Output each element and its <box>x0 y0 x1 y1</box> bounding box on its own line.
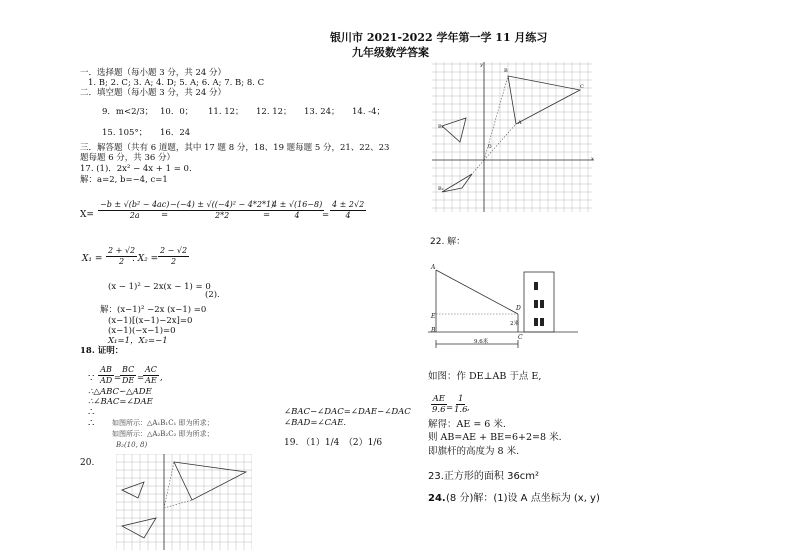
p18-frac-2-num: BC <box>122 365 135 374</box>
p17-2-step4: X₁=1，X₂=−1 <box>108 336 168 346</box>
p22-ratio-comma: , <box>467 403 470 413</box>
x-label: X= <box>80 210 94 220</box>
roots-x1-num: 2 + √2 <box>108 246 136 255</box>
p21-point-b2: B₂ <box>438 186 444 192</box>
p18-equals-2: = <box>137 373 145 383</box>
p22-ratio-1-den: 9.6 <box>432 405 446 415</box>
p22-line1: 如图：作 DE⊥AB 于点 E, <box>428 371 542 382</box>
section1-heading: 一．选择题（每小题 3 分，共 24 分） <box>80 68 227 78</box>
p22-fig-label-width: 9.6米 <box>474 339 489 345</box>
p21-point-b1: B₁ <box>438 124 444 130</box>
section2-heading: 二．填空题（每小题 3 分，共 24 分） <box>80 88 227 98</box>
p18-frac-1-den: AD <box>100 376 113 385</box>
p17-2-step2: (x−1)[(x−1)−2x]=0 <box>108 316 193 326</box>
p18-frac-1 <box>98 365 114 386</box>
roots-x2-den: 2 <box>170 257 177 266</box>
x-frac-4 <box>330 200 366 221</box>
p22-sight-line <box>436 270 518 314</box>
p18-line2: ∴△ABC∽△ADE <box>88 387 152 397</box>
p20-triangle-a1b1c1 <box>122 482 144 498</box>
p18-frac-3-num: AC <box>145 365 157 374</box>
roots-x2-label: . X₂ = <box>132 254 159 264</box>
p18-note-3: B₂(10, 8) <box>116 441 148 449</box>
fill-9: 9．m<2/3； <box>102 107 154 117</box>
p22-fig-label-e: E <box>431 313 436 320</box>
x-frac-3-den: 4 <box>294 211 300 220</box>
fill-13: 13. 24； <box>304 107 340 117</box>
x-frac-3-num: 4 ± √(16−8) <box>272 200 323 209</box>
p17-equation: 17. (1)．2x² − 4x + 1 = 0. <box>80 164 192 174</box>
page-subtitle: 九年级数学答案 <box>352 46 429 59</box>
equals-sign-2: = <box>263 210 271 220</box>
p22-ratio-2-den: 1.6 <box>454 405 468 415</box>
x-frac-2-den: 2*2 <box>214 211 230 220</box>
p18-frac-3 <box>143 365 159 386</box>
fill-14: 14. -4； <box>352 107 385 117</box>
p21-point-a: A <box>518 120 522 126</box>
p24-text: (8 分)解：(1)设 A 点坐标为 (x, y) <box>446 493 600 504</box>
p18-right-1: ∠BAC−∠DAC=∠DAE−∠DAC <box>284 407 411 417</box>
x-frac-4-den: 4 <box>345 211 351 220</box>
p22-line4: 则 AB=AE + BE=6+2=8 米. <box>428 432 562 443</box>
p21-origin-label: O <box>488 145 492 150</box>
section3-heading-2: 题每题 6 分，共 36 分） <box>80 153 176 163</box>
p22-ratio-2-num: 1 <box>458 394 464 404</box>
p17-2-equation: (x − 1)² − 2x(x − 1) = 0 <box>108 282 211 292</box>
p21-triangle-a2b2c2 <box>442 174 472 192</box>
p18-frac-1-num: AB <box>100 365 112 374</box>
p22-fig-label-c: C <box>518 334 523 341</box>
p22-window-5 <box>540 318 544 326</box>
therefore-symbol-1: ∵ <box>88 373 95 384</box>
therefore-symbol-2: ∴ <box>88 407 95 418</box>
p20-triangle-abc <box>174 462 246 500</box>
x-frac-1-num: −b ± √(b² − 4ac) <box>100 200 170 209</box>
x-frac-2-num: −(−4) ± √((−4)² − 4*2*1) <box>170 200 275 209</box>
p22-fig-label-b: B <box>431 327 436 334</box>
p17-2-label: (2). <box>205 290 220 300</box>
p20-gridlines <box>116 454 252 550</box>
p22-building <box>524 272 554 332</box>
p22-label: 22. 解： <box>430 237 466 247</box>
equals-sign-1: = <box>161 210 169 220</box>
p22-ratio-1 <box>430 394 448 415</box>
p18-equals-1: = <box>114 373 122 383</box>
p18-frac-3-den: AE <box>145 376 157 385</box>
equals-sign-3: = <box>322 210 330 220</box>
fill-12: 12. 12； <box>256 107 292 117</box>
page-title: 银川市 2021-2022 学年第一学 11 月练习 <box>330 31 548 44</box>
p17-coefficients: 解：a=2, b=−4, c=1 <box>80 175 168 185</box>
p18-label: 18. 证明： <box>80 346 124 356</box>
x-frac-1-den: 2a <box>129 211 140 220</box>
p21-y-axis-label: y <box>480 62 483 68</box>
p17-2-step1: 解：(x−1)² −2x (x−1) =0 <box>100 305 207 315</box>
p22-window-3 <box>540 300 544 308</box>
fill-11: 11. 12； <box>208 107 244 117</box>
p22-ratio-1-num: AE <box>432 394 445 404</box>
p22-fig-label-2m: 2米 <box>510 321 519 327</box>
p22-flagpole-diagram <box>428 262 578 354</box>
p17-2-step3: (x−1)(−x−1)=0 <box>108 326 176 336</box>
p20-triangle-a2b2c2 <box>122 518 156 538</box>
fill-16: 16．24 <box>160 128 191 138</box>
p21-triangle-a1b1c1 <box>442 118 466 142</box>
p24-number: 24. <box>428 493 446 504</box>
p21-triangle-abc <box>508 76 580 124</box>
fill-10: 10．0； <box>160 107 194 117</box>
p22-line3: 解得：AE = 6 米. <box>428 419 506 430</box>
roots-x1-den: 2 <box>118 257 125 266</box>
p18-note-1: 如图所示：△A₁B₁C₁ 即为所求； <box>112 419 214 427</box>
x-frac-2 <box>168 200 276 221</box>
p22-ratio-equals: = <box>446 403 454 413</box>
p18-right-2: ∠BAD=∠CAE. <box>284 418 347 428</box>
p18-note-2: 如图所示：△A₂B₂C₂ 即为所求； <box>112 430 214 438</box>
section3-heading-1: 三．解答题（共有 6 道题，其中 17 题 8 分，18、19 题每题 5 分，21、22、23 <box>80 143 390 153</box>
p22-window-4 <box>534 318 538 326</box>
p22-window-1 <box>534 282 538 290</box>
p18-comma: , <box>160 373 163 383</box>
p18-line3: ∴∠BAC=∠DAE <box>88 397 153 407</box>
p19-answer: 19. （1）1/4 （2）1/6 <box>284 438 383 448</box>
p21-coordinate-graph <box>432 62 598 212</box>
p22-fig-label-d: D <box>516 305 521 312</box>
roots-x1-label: X₁ = <box>82 254 103 264</box>
p21-dashed-line-3 <box>472 160 484 174</box>
p22-window-2 <box>534 300 538 308</box>
roots-x2-frac <box>158 246 189 267</box>
section1-answers: 1. B; 2. C; 3. A; 4. D; 5. A; 6. A; 7. B; 8. C <box>88 78 265 88</box>
x-frac-3 <box>270 200 324 221</box>
p21-point-b: B <box>504 68 508 74</box>
p21-point-c: C <box>580 84 584 90</box>
p20-dashed-line-1 <box>164 462 174 508</box>
p20-label: 20. <box>80 458 95 468</box>
p22-line5: 即旗杆的高度为 8 米. <box>428 446 520 457</box>
p21-x-axis-label: x <box>591 156 594 162</box>
x-frac-4-num: 4 ± 2√2 <box>332 200 365 209</box>
fill-15: 15. 105°； <box>102 128 148 138</box>
p22-fig-label-a: A <box>431 264 436 271</box>
roots-x2-num: 2 − √2 <box>160 246 188 255</box>
p18-frac-2-den: DE <box>122 376 135 385</box>
p18-frac-2 <box>120 365 136 386</box>
p23-answer: 23.正方形的面积 36cm² <box>428 471 540 482</box>
p20-coordinate-graph <box>116 454 252 550</box>
therefore-symbol-3: ∴ <box>88 418 95 429</box>
